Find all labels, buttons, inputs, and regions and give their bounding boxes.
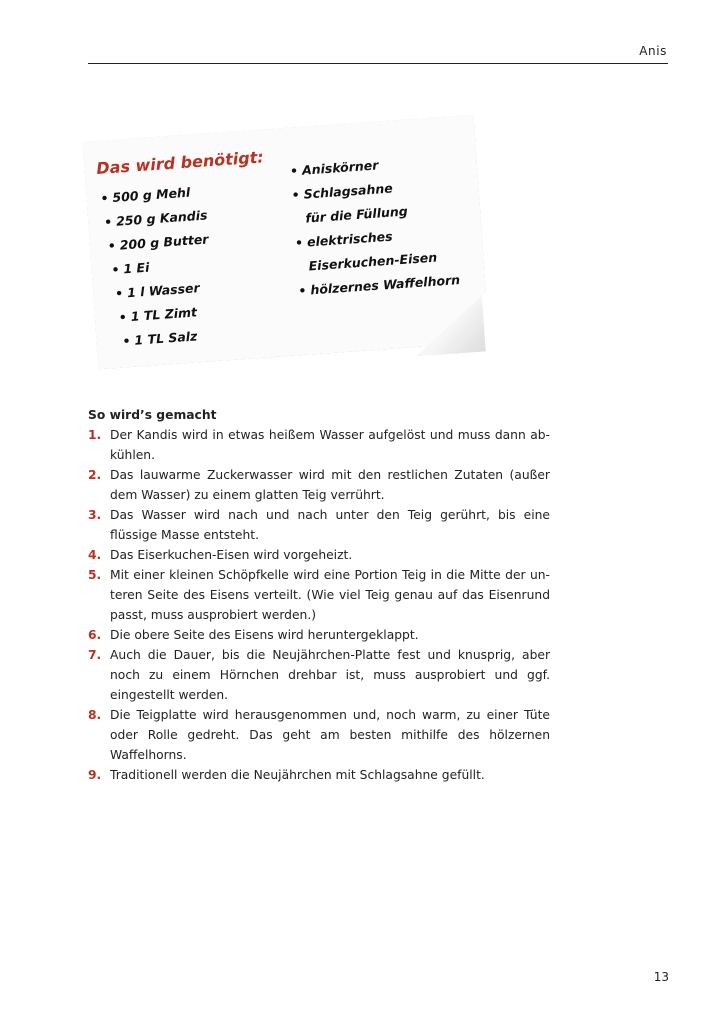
step-item xyxy=(88,625,550,645)
bullet-icon: • xyxy=(297,282,307,299)
step-item xyxy=(88,425,550,465)
step-text: Die obere Seite des Eisens wird heruntergeklappt. xyxy=(110,628,419,642)
step-list xyxy=(88,425,550,785)
step-number: 3. xyxy=(88,508,102,522)
step-item xyxy=(88,465,550,505)
step-text: Der Kandis wird in etwas heißem Wasser aufgelöst und muss dann ab-kühlen. xyxy=(110,428,550,462)
ingredient-text: 1 Ei xyxy=(122,259,150,277)
step-number: 8. xyxy=(88,708,102,722)
step-number: 1. xyxy=(88,428,102,442)
ingredient-text: 1 TL Salz xyxy=(133,328,198,348)
instructions-section xyxy=(88,405,550,785)
ingredient-text: hölzernes Waffelhorn xyxy=(309,271,461,298)
step-text: Das lauwarme Zuckerwasser wird mit den restlichen Zutaten (außer dem Wasser) zu einem glatten Teig verrührt. xyxy=(110,468,550,502)
step-text: Das Eiserkuchen-Eisen wird vorgeheizt. xyxy=(110,548,353,562)
bullet-icon: • xyxy=(107,237,117,254)
note-heading: Das wird benötigt: xyxy=(95,147,265,179)
ingredient-text: Aniskörner xyxy=(301,157,379,178)
step-item xyxy=(88,645,550,705)
ingredients-note xyxy=(90,128,490,368)
step-item xyxy=(88,545,550,565)
step-text: Traditionell werden die Neujährchen mit Schlagsahne gefüllt. xyxy=(110,768,485,782)
ingredient-text: 250 g Kandis xyxy=(115,207,208,229)
bullet-icon: • xyxy=(110,261,121,278)
step-text: Auch die Dauer, bis die Neujährchen-Platte fest und knusprig, aber noch zu einem Hörnchen drehbar ist, muss ausprobiert und ggf. eingestellt werden. xyxy=(110,648,550,702)
ingredient-list-left xyxy=(100,180,217,355)
bullet-icon: • xyxy=(289,163,299,179)
ingredient-list-right xyxy=(289,148,461,303)
step-text: Die Teigplatte wird herausgenommen und, noch warm, zu einer Tüte oder Rolle gedreht. Das geht am besten mithilfe des hölzernen Waffelhorns. xyxy=(110,708,550,762)
ingredient-text: Schlagsahne xyxy=(303,180,394,202)
bullet-icon: • xyxy=(99,190,110,206)
step-item xyxy=(88,505,550,545)
ingredient-text: elektrisches xyxy=(306,228,394,250)
step-number: 2. xyxy=(88,468,102,482)
header-rule xyxy=(88,63,668,64)
running-header-title: Anis xyxy=(639,44,667,58)
step-number: 4. xyxy=(88,548,102,562)
step-number: 6. xyxy=(88,628,102,642)
bullet-icon: • xyxy=(103,214,113,230)
step-number: 5. xyxy=(88,568,102,582)
bullet-icon: • xyxy=(118,309,128,325)
bullet-icon: • xyxy=(294,234,304,251)
bullet-icon: • xyxy=(291,186,301,203)
step-item xyxy=(88,705,550,765)
step-item xyxy=(88,765,550,785)
step-text: Das Wasser wird nach und nach unter den Teig gerührt, bis eine flüssige Masse entsteht. xyxy=(110,508,550,542)
step-item xyxy=(88,565,550,625)
ingredient-text: 200 g Butter xyxy=(119,231,209,253)
bullet-icon: • xyxy=(114,285,124,302)
ingredient-text: für die Füllung xyxy=(304,203,409,226)
page-number: 13 xyxy=(653,970,669,984)
step-number: 9. xyxy=(88,768,102,782)
note-content xyxy=(83,115,490,370)
ingredient-text: 1 l Wasser xyxy=(126,280,201,301)
ingredient-text: Eiserkuchen-Eisen xyxy=(308,249,438,274)
bullet-icon: • xyxy=(121,333,132,349)
ingredient-text: 500 g Mehl xyxy=(111,184,191,205)
ingredient-text: 1 TL Zimt xyxy=(130,304,198,324)
section-title: So wird’s gemacht xyxy=(88,408,217,422)
step-number: 7. xyxy=(88,648,102,662)
step-text: Mit einer kleinen Schöpfkelle wird eine Portion Teig in die Mitte der un-teren Seite des Eisens verteilt. (Wie viel Teig genau auf das Eisenrund passt, muss ausprobiert werden.) xyxy=(110,568,550,622)
